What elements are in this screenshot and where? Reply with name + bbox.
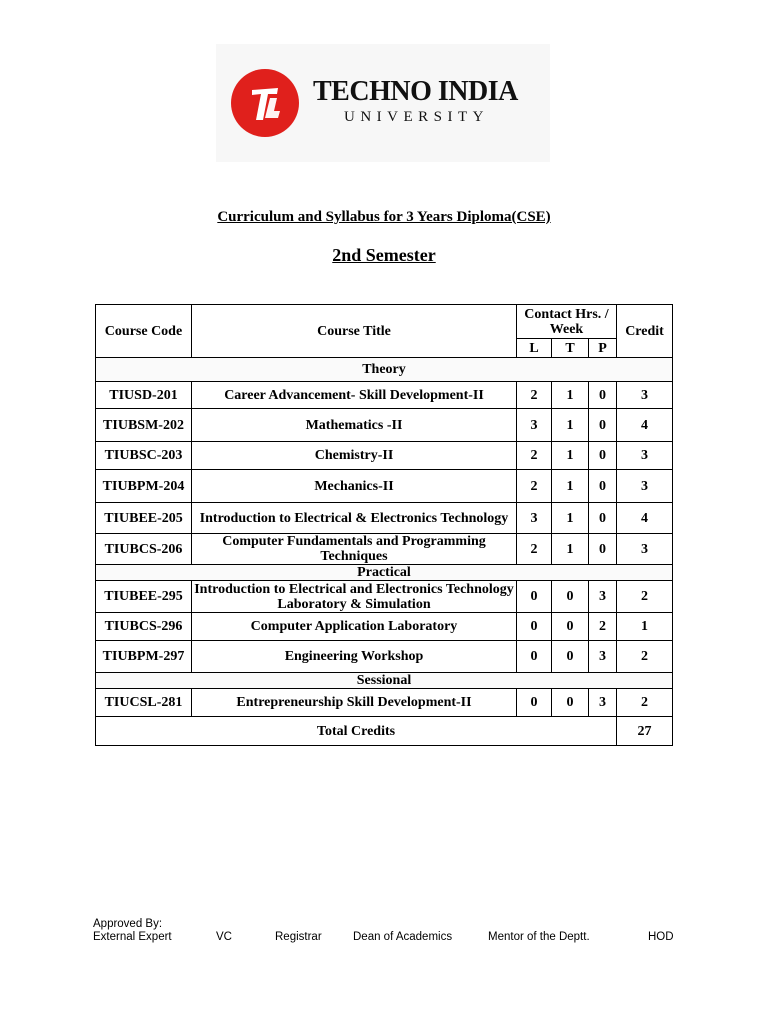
cell-code: TIUBPM-297 [96,641,192,673]
cell-t: 0 [552,581,589,613]
table-row [96,581,673,613]
cell-l: 0 [517,689,552,717]
table-row [96,613,673,641]
total-row [96,717,673,746]
section-row [96,673,673,689]
section-label: Theory [96,358,673,382]
cell-title: Mechanics-II [192,470,517,503]
table-row [96,503,673,534]
cell-code: TIUBSM-202 [96,409,192,442]
cell-credit: 4 [617,503,673,534]
header-p: P [589,339,617,358]
cell-l: 0 [517,641,552,673]
cell-code: TIUBEE-295 [96,581,192,613]
cell-credit: 3 [617,442,673,470]
cell-p: 3 [589,689,617,717]
document-title: Curriculum and Syllabus for 3 Years Diploma(CSE) [217,209,551,225]
logo-subtitle: UNIVERSITY [344,109,489,125]
signatory-dean: Dean of Academics [353,931,453,943]
cell-code: TIUBCS-206 [96,534,192,565]
cell-title: Mathematics -II [192,409,517,442]
section-row [96,565,673,581]
cell-code: TIUSD-201 [96,382,192,409]
table-header-row [96,305,673,339]
cell-l: 3 [517,503,552,534]
table-row [96,534,673,565]
cell-credit: 3 [617,534,673,565]
cell-credit: 3 [617,470,673,503]
cell-t: 1 [552,503,589,534]
table-row [96,689,673,717]
header-course-title: Course Title [192,305,517,358]
table-row [96,442,673,470]
table-row [96,470,673,503]
header-credit: Credit [617,305,673,358]
cell-t: 1 [552,470,589,503]
cell-credit: 4 [617,409,673,442]
cell-t: 1 [552,442,589,470]
cell-title: Computer Fundamentals and Programming Techniques [192,534,517,565]
logo-name: TECHNO INDIA [313,76,518,107]
cell-p: 0 [589,534,617,565]
cell-title: Introduction to Electrical and Electronics Technology Laboratory & Simulation [192,581,517,613]
approval-block [93,918,683,947]
cell-p: 0 [589,470,617,503]
table-row [96,409,673,442]
semester-title: 2nd Semester [332,245,436,265]
signatory-mentor: Mentor of the Deptt. [488,931,590,943]
section-label: Practical [96,565,673,581]
section-label: Sessional [96,673,673,689]
cell-l: 2 [517,442,552,470]
cell-l: 0 [517,613,552,641]
cell-code: TIUBPM-204 [96,470,192,503]
cell-title: Career Advancement- Skill Development-II [192,382,517,409]
header-course-code: Course Code [96,305,192,358]
cell-code: TIUCSL-281 [96,689,192,717]
cell-l: 2 [517,382,552,409]
approval-label: Approved By: [93,918,163,930]
cell-credit: 3 [617,382,673,409]
cell-p: 0 [589,442,617,470]
cell-title: Introduction to Electrical & Electronics Technology [192,503,517,534]
cell-credit: 2 [617,581,673,613]
header-l: L [517,339,552,358]
cell-l: 2 [517,534,552,565]
cell-p: 0 [589,503,617,534]
cell-code: TIUBCS-296 [96,613,192,641]
cell-p: 2 [589,613,617,641]
cell-t: 1 [552,409,589,442]
cell-l: 3 [517,409,552,442]
cell-credit: 2 [617,689,673,717]
cell-p: 3 [589,581,617,613]
techno-india-logo-icon [230,68,300,138]
cell-l: 0 [517,581,552,613]
section-row [96,358,673,382]
university-logo [216,44,550,162]
cell-p: 0 [589,382,617,409]
cell-title: Computer Application Laboratory [192,613,517,641]
cell-t: 1 [552,534,589,565]
cell-code: TIUBSC-203 [96,442,192,470]
cell-t: 0 [552,613,589,641]
cell-p: 3 [589,641,617,673]
table-row [96,641,673,673]
cell-l: 2 [517,470,552,503]
signatory-hod: HOD [648,931,674,943]
curriculum-table [95,304,673,746]
table-row [96,382,673,409]
cell-title: Entrepreneurship Skill Development-II [192,689,517,717]
cell-t: 0 [552,641,589,673]
cell-t: 0 [552,689,589,717]
signatory-vc: VC [216,931,232,943]
cell-credit: 2 [617,641,673,673]
header-contact-hours: Contact Hrs. / Week [517,305,617,339]
signatory-registrar: Registrar [275,931,322,943]
header-t: T [552,339,589,358]
cell-credit: 1 [617,613,673,641]
cell-title: Engineering Workshop [192,641,517,673]
cell-t: 1 [552,382,589,409]
total-credits-label: Total Credits [96,717,617,746]
signatories-row [93,931,683,947]
signatory-external-expert: External Expert [93,931,172,943]
cell-code: TIUBEE-205 [96,503,192,534]
cell-title: Chemistry-II [192,442,517,470]
cell-p: 0 [589,409,617,442]
total-credits-value: 27 [617,717,673,746]
